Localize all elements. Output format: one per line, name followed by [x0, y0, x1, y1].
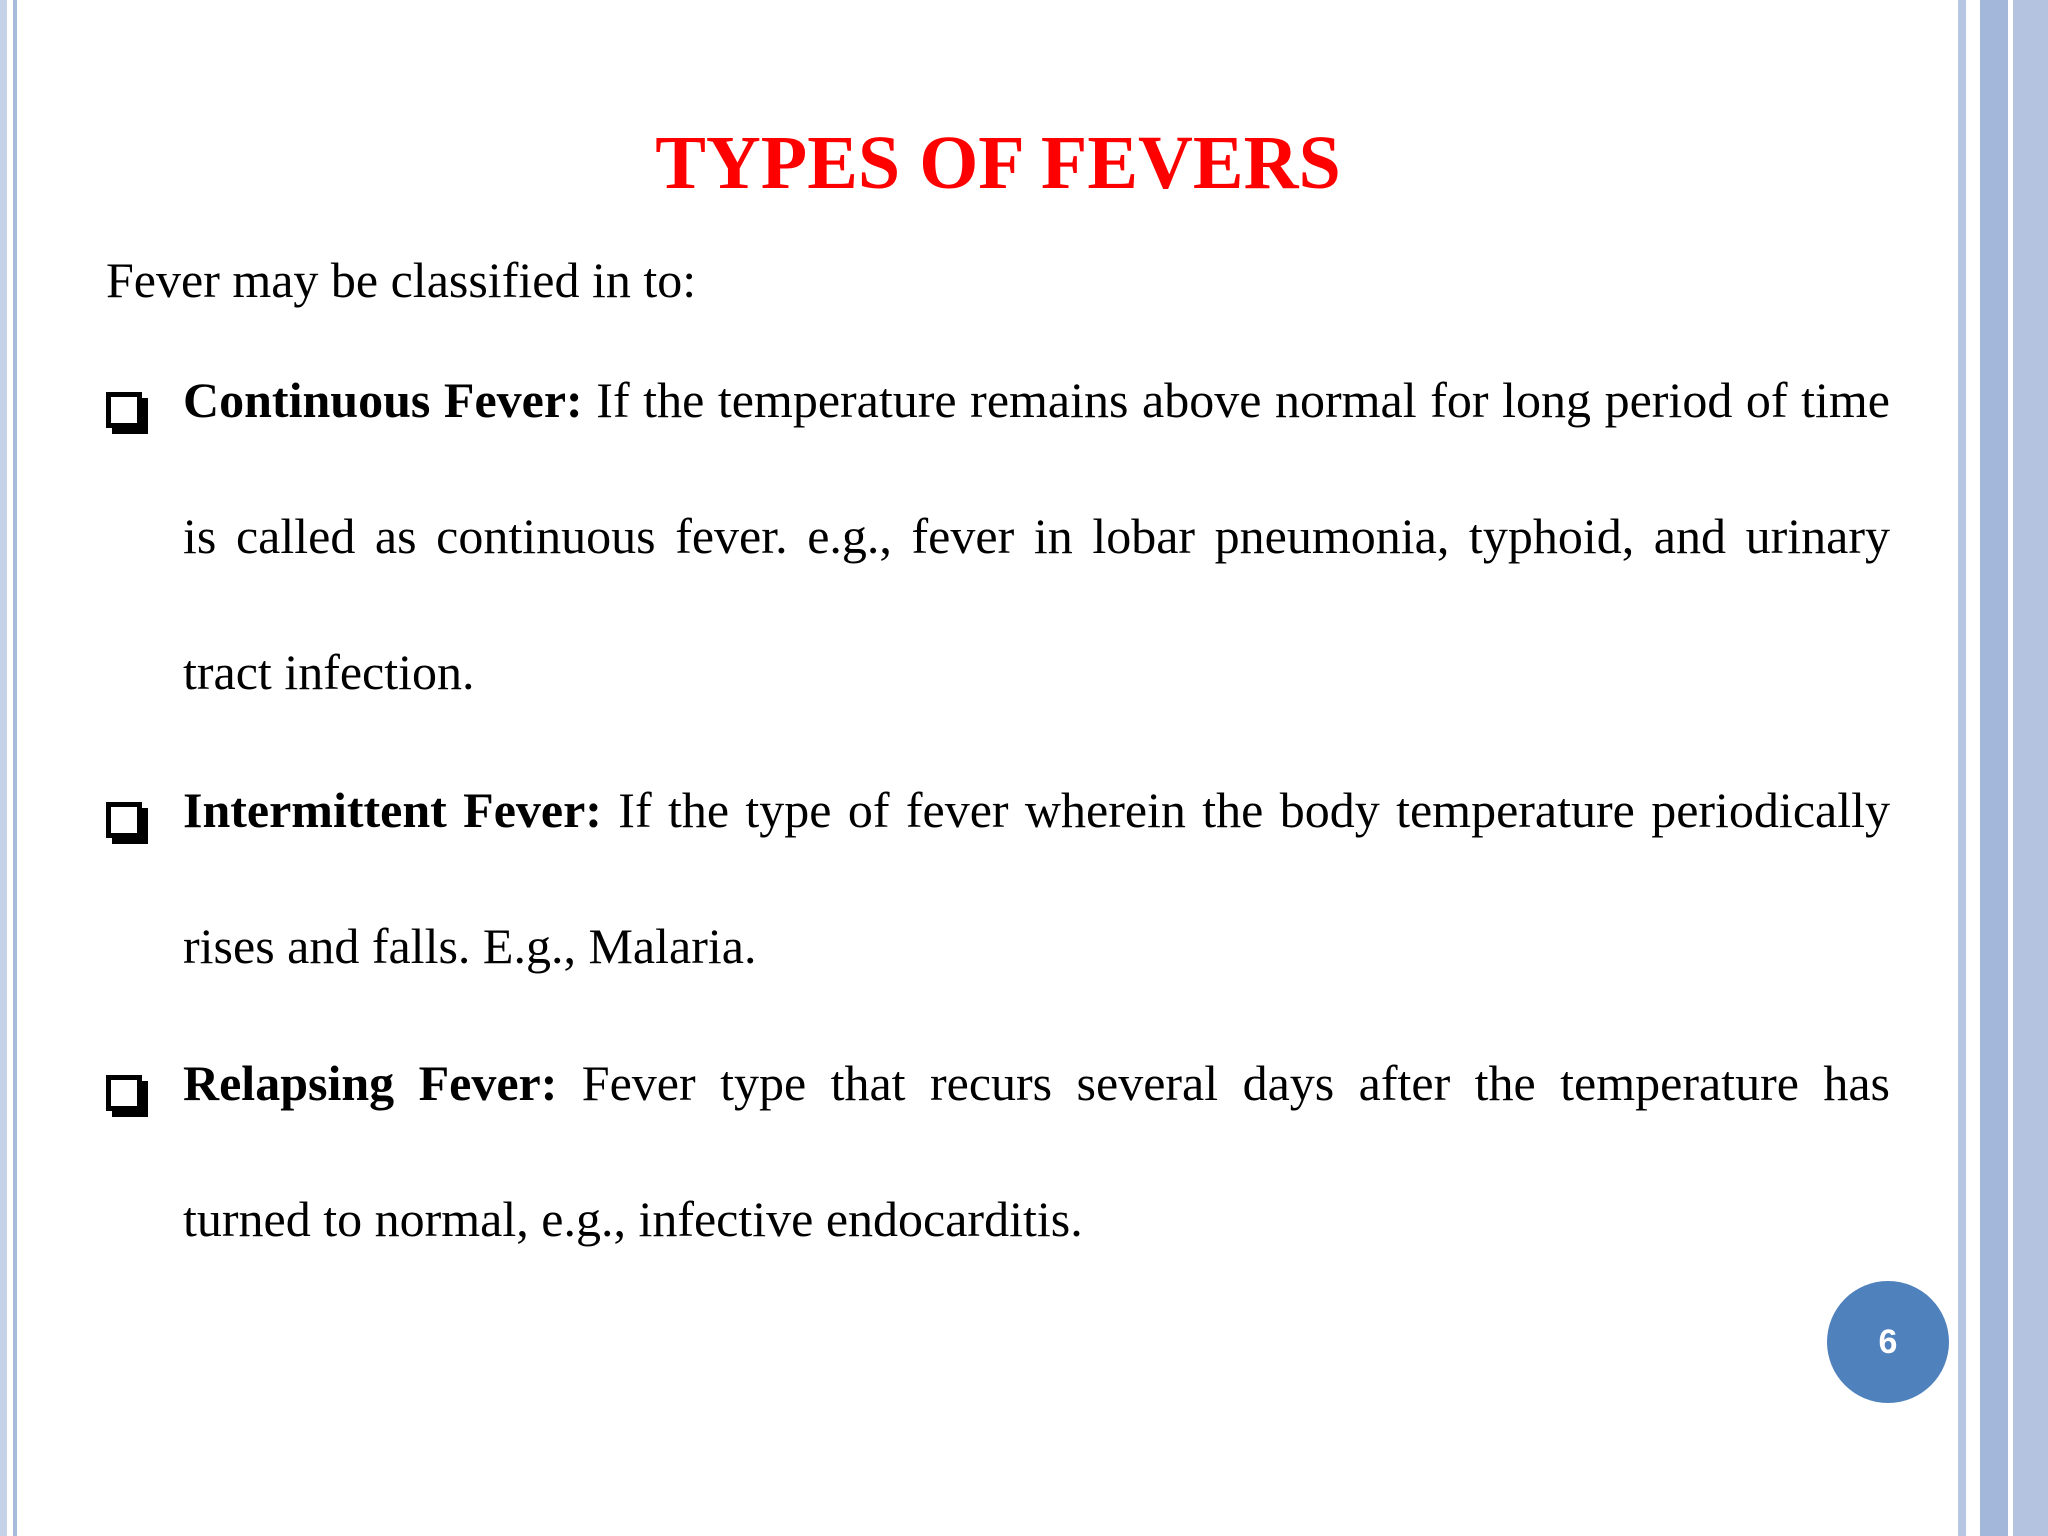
- list-item-text: [183, 332, 1890, 740]
- list-item-description: If the temperature remains above normal for long period of time is called as continuous fever. e.g., fever in lobar pneumonia, typhoid, and urinary tract infection.: [183, 372, 1891, 700]
- checkbox-bullet-icon: [106, 802, 142, 838]
- list-item-continuous-fever: [106, 370, 1890, 740]
- slide-title: TYPES OF FEVERS: [655, 121, 1341, 205]
- list-item-term: Intermittent Fever:: [183, 782, 602, 838]
- left-border-outer: [0, 0, 7, 1536]
- right-border-outer: [2013, 0, 2048, 1536]
- list-item-term: Continuous Fever:: [183, 372, 583, 428]
- list-item-description: Fever type that recurs several days after the temperature has turned to normal, e.g., infective endocarditis.: [183, 1055, 1890, 1247]
- right-border-inner: [1958, 0, 1966, 1536]
- list-item-intermittent-fever: [106, 780, 1890, 1014]
- list-item-text: [183, 742, 1890, 1014]
- left-border-inner: [13, 0, 17, 1536]
- right-border-middle: [1980, 0, 2008, 1536]
- list-item-term: Relapsing Fever:: [183, 1055, 558, 1111]
- intro-text: Fever may be classified in to:: [106, 252, 697, 308]
- checkbox-bullet-icon: [106, 392, 142, 428]
- page-number-badge: 6: [1827, 1281, 1949, 1403]
- list-item-relapsing-fever: [106, 1053, 1890, 1287]
- checkbox-bullet-icon: [106, 1075, 142, 1111]
- list-item-text: [183, 1015, 1890, 1287]
- list-item-description: If the type of fever wherein the body temperature periodically rises and falls. E.g., Malaria.: [183, 782, 1890, 974]
